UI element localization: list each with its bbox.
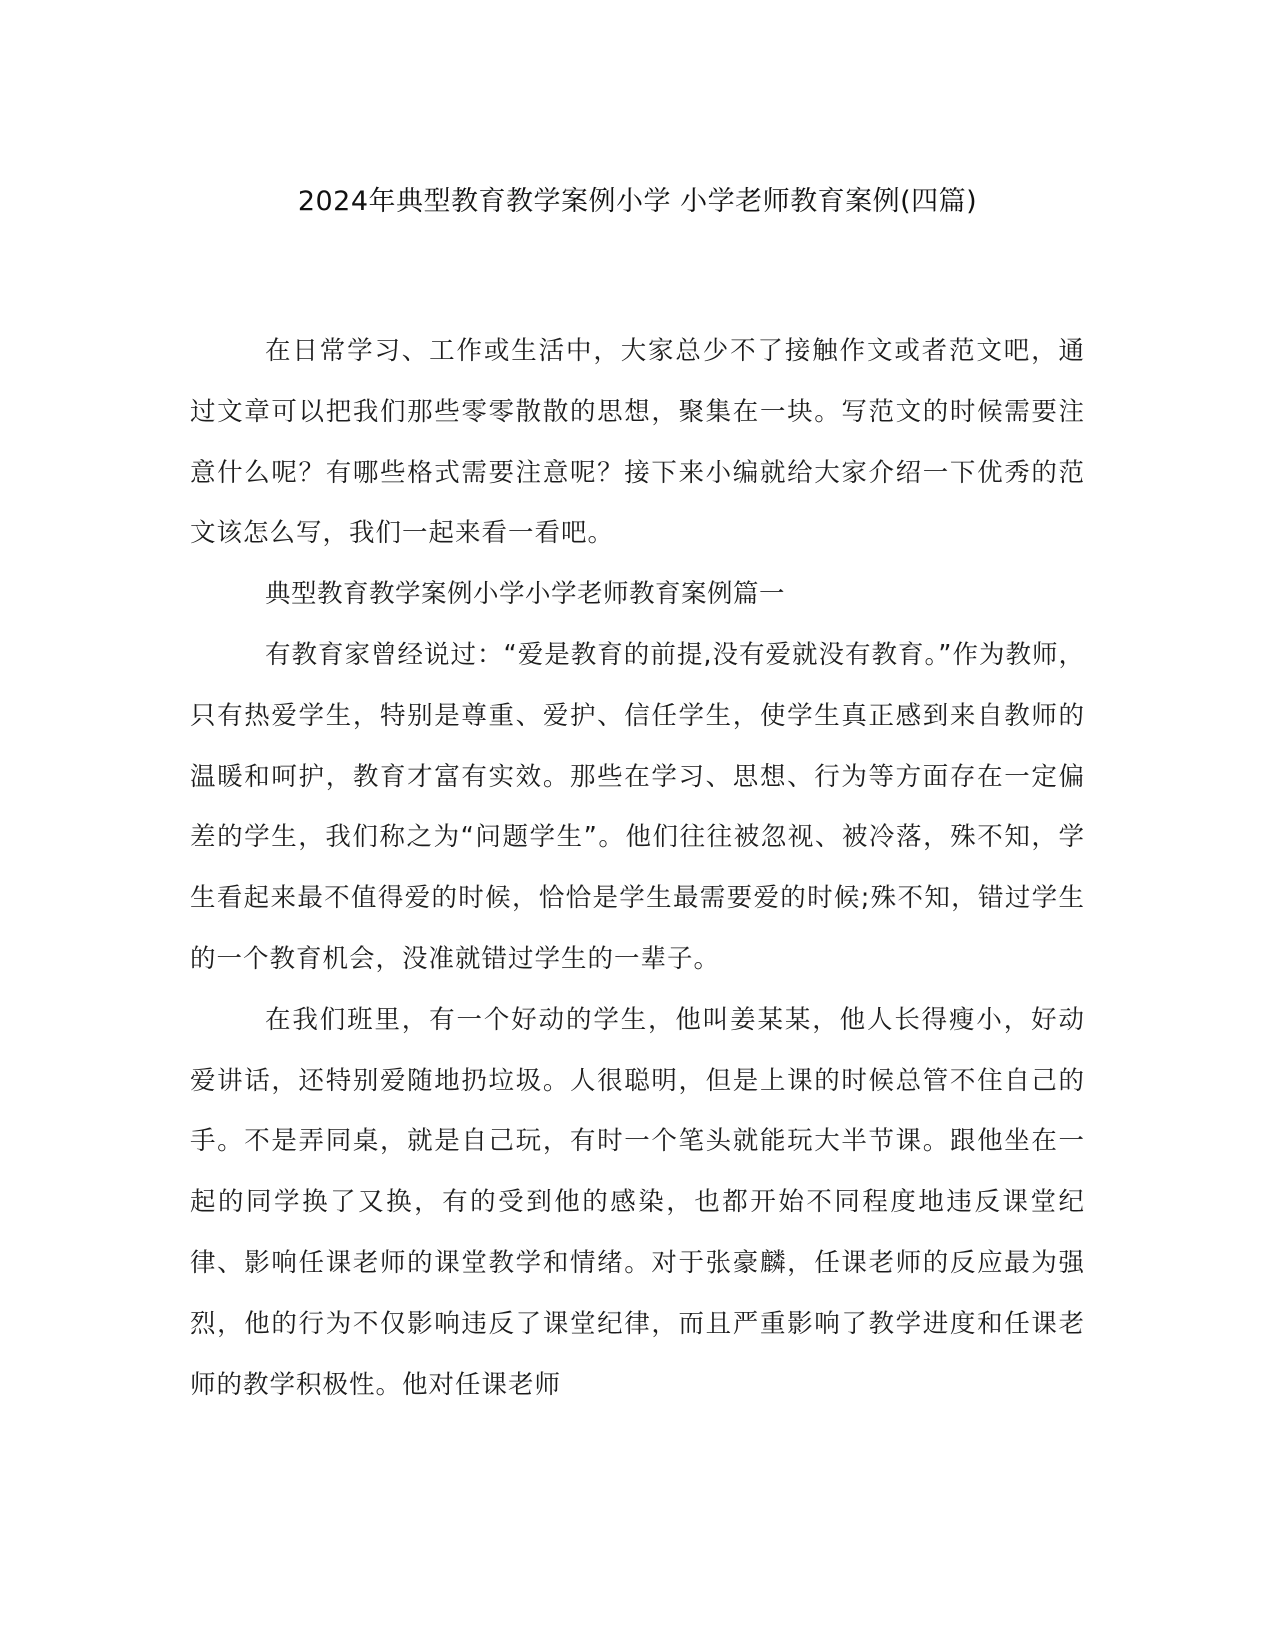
section-heading: 典型教育教学案例小学小学老师教育案例篇一 <box>265 579 786 610</box>
intro-paragraph: 在日常学习、工作或生活中，大家总少不了接触作文或者范文吧，通过文章可以把我们那些零零散散的思想，聚集在一块。写范文的时候需要注意什么呢？有哪些格式需要注意呢？接下来小编就给大家介绍一下优秀的范文该怎么写，我们一起来看一看吧。 <box>190 336 1085 549</box>
body-paragraph: 在我们班里，有一个好动的学生，他叫姜某某，他人长得瘦小，好动爱讲话，还特别爱随地扔垃圾。人很聪明，但是上课的时候总管不住自己的手。不是弄同桌，就是自己玩，有时一个笔头就能玩大半节课。跟他坐在一起的同学换了又换，有的受到他的感染，也都开始不同程度地违反课堂纪律、影响任课老师的课堂教学和情绪。对于张豪麟，任课老师的反应最为强烈，他的行为不仅影响违反了课堂纪律，而且严重影响了教学进度和任课老师的教学积极性。他对任课老师 <box>190 1004 1085 1400</box>
body-paragraph: 有教育家曾经说过：“爱是教育的前提,没有爱就没有教育。”作为教师，只有热爱学生，特别是尊重、爱护、信任学生，使学生真正感到来自教师的温暖和呵护，教育才富有实效。那些在学习、思想、行为等方面存在一定偏差的学生，我们称之为“问题学生”。他们往往被忽视、被冷落，殊不知，学生看起来最不值得爱的时候，恰恰是学生最需要爱的时候;殊不知，错过学生的一个教育机会，没准就错过学生的一辈子。 <box>190 639 1085 974</box>
document-title: 2024年典型教育教学案例小学 小学老师教育案例(四篇) <box>297 186 978 217</box>
document-body <box>190 321 1085 1415</box>
